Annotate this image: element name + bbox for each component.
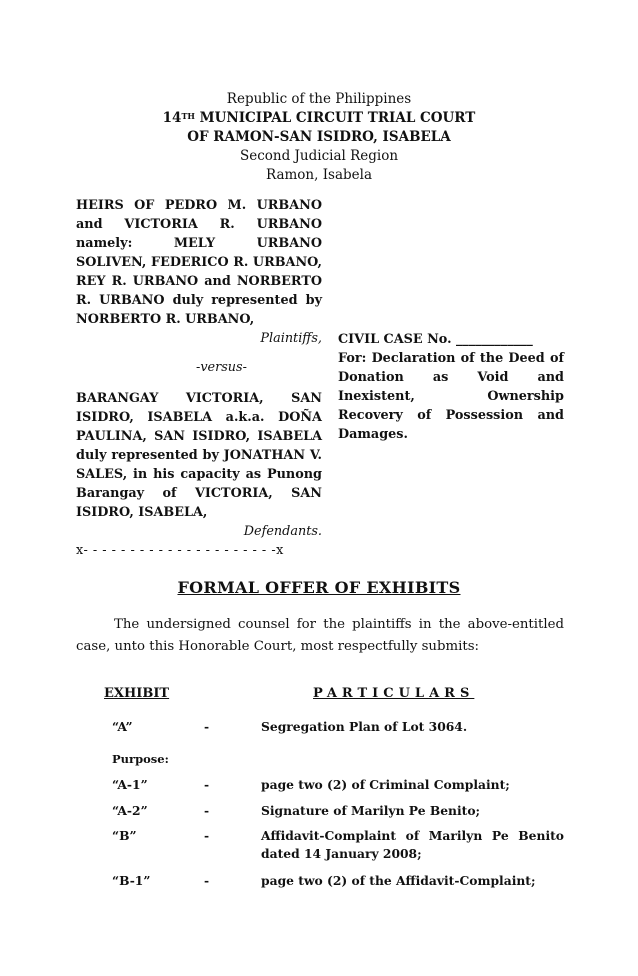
exhibit-label: “A” (112, 719, 133, 734)
exhibit-dash: - (204, 873, 210, 888)
header-court-name (0, 109, 638, 128)
caption-separator: x- - - - - - - - - - - - - - - - - - - - -x (76, 543, 284, 558)
header-town: Ramon, Isabela (265, 167, 373, 183)
exhibit-label: “B-1” (112, 873, 151, 888)
particulars-column-header: PARTICULARS (313, 686, 475, 701)
exhibit-column-header: EXHIBIT (104, 686, 170, 701)
case-nature: For: Declaration of the Deed of Donation as Void and Inexistent, Ownership Recovery of Possession and Damages. (338, 351, 564, 442)
civil-case-number: CIVIL CASE No. ____________ (338, 332, 533, 347)
plaintiffs-text: HEIRS OF PEDRO M. URBANO and VICTORIA R. URBANO namely: MELY URBANO SOLIVEN, FEDERICO R. URBANO, REY R. URBANO and NORBERTO R. URBANO duly represented by NORBERTO R. URBANO, (76, 198, 322, 327)
case-parties (76, 196, 322, 560)
exhibit-label: “A-1” (112, 777, 148, 792)
purpose-label: Purpose: (112, 752, 169, 766)
court-header (0, 90, 638, 185)
plaintiffs-label: Plaintiffs, (260, 331, 322, 346)
court-name-rest: MUNICIPAL CIRCUIT TRIAL COURT (194, 110, 476, 126)
document-title: FORMAL OFFER OF EXHIBITS (177, 578, 461, 597)
header-republic: Republic of the Philippines (226, 91, 412, 107)
court-number: 14 (162, 110, 182, 126)
court-number-suffix: TH (181, 111, 195, 121)
intro-paragraph: The undersigned counsel for the plaintiffs in the above-entitled case, unto this Honorable Court, most respectfully submits: (76, 617, 564, 654)
exhibit-label: “B” (112, 828, 137, 843)
exhibit-dash: - (204, 719, 210, 734)
defendants-text: BARANGAY VICTORIA, SAN ISIDRO, ISABELA a.k.a. DOÑA PAULINA, SAN ISIDRO, ISABELA duly represented by JONATHAN V. SALES, in his capacity as Punong Barangay of VICTORIA, SAN ISIDRO, ISABELA, (76, 391, 322, 520)
exhibit-particulars: page two (2) of Criminal Complaint; (261, 777, 510, 792)
exhibit-label: “A-2” (112, 803, 148, 818)
exhibit-particulars: Segregation Plan of Lot 3064. (261, 719, 468, 734)
header-region: Second Judicial Region (239, 148, 399, 164)
exhibit-particulars: Affidavit-Complaint of Marilyn Pe Benito dated 14 January 2008; (261, 828, 564, 861)
exhibit-dash: - (204, 777, 210, 792)
exhibit-dash: - (204, 803, 210, 818)
exhibit-dash: - (204, 828, 210, 843)
exhibit-particulars: Signature of Marilyn Pe Benito; (261, 803, 481, 818)
header-court-location: OF RAMON-SAN ISIDRO, ISABELA (187, 129, 451, 145)
defendants-label: Defendants. (243, 524, 322, 539)
exhibit-particulars: page two (2) of the Affidavit-Complaint; (261, 873, 536, 888)
versus-label: -versus- (196, 360, 247, 375)
case-info (338, 330, 564, 444)
